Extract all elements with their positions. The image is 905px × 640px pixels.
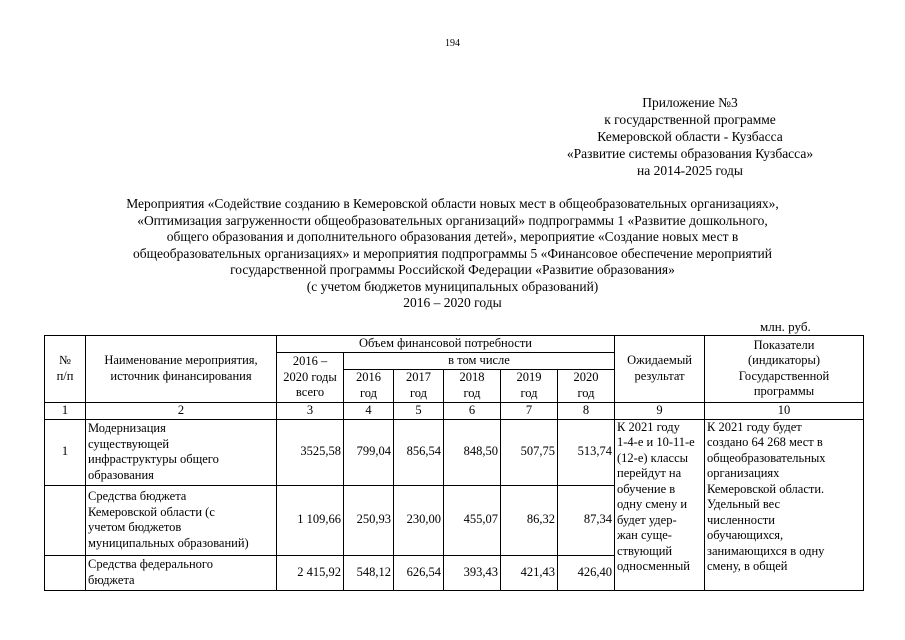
- row-name-line: образования: [88, 467, 154, 482]
- row-num: [45, 555, 86, 590]
- units-label: млн. руб.: [760, 319, 811, 334]
- header-indicators-line: Показатели: [753, 337, 815, 352]
- header-year-line: год: [577, 385, 595, 400]
- header-year: [444, 369, 501, 402]
- header-year-line: год: [463, 385, 481, 400]
- header-year-line: 2017: [406, 370, 431, 384]
- header-result: [615, 336, 705, 403]
- title-line: государственной программы Российской Федерации «Развитие образования»: [230, 262, 675, 277]
- value-total: 3525,58: [277, 419, 344, 485]
- column-number: 8: [558, 402, 615, 419]
- value-2020: 513,74: [558, 419, 615, 485]
- result-line: одну смену и: [617, 497, 688, 511]
- header-num-line: п/п: [56, 368, 74, 383]
- row-name: [86, 419, 277, 485]
- value-2018: 848,50: [444, 419, 501, 485]
- row-name-line: учетом бюджетов: [88, 520, 182, 534]
- result-line: односменный: [617, 559, 690, 573]
- header-year-line: 2018: [459, 370, 485, 384]
- value-2018: 393,43: [444, 555, 501, 590]
- header-total-line: всего: [295, 385, 325, 399]
- header-volume: Объем финансовой потребности: [277, 336, 615, 353]
- result-line: ствующий: [617, 543, 673, 558]
- header-num-line: №: [59, 353, 71, 368]
- program-indicators: [705, 419, 864, 590]
- document-title: [70, 196, 835, 312]
- value-2017: 230,00: [394, 485, 444, 555]
- header-year: [558, 369, 615, 402]
- column-number: 4: [344, 402, 394, 419]
- header-name-line: Наименование мероприятия,: [104, 353, 258, 368]
- row-num: 1: [45, 419, 86, 485]
- column-number: 1: [45, 402, 86, 419]
- value-2020: 87,34: [558, 485, 615, 555]
- row-name-line: бюджета: [88, 572, 135, 587]
- row-name-line: Средства федерального: [88, 557, 213, 571]
- header-num: [45, 336, 86, 403]
- result-line: (12-е) классы: [617, 450, 689, 465]
- indicator-line: смену, в общей: [707, 559, 788, 573]
- indicator-line: организациях: [707, 466, 780, 480]
- row-name-line: Средства бюджета: [88, 489, 187, 503]
- header-total: [277, 353, 344, 403]
- value-2019: 86,32: [501, 485, 558, 555]
- value-2016: 548,12: [344, 555, 394, 590]
- column-number: 10: [705, 402, 864, 419]
- title-line: 2016 – 2020 годы: [403, 295, 502, 310]
- value-total: 2 415,92: [277, 555, 344, 590]
- title-line: общего образования и дополнительного образования детей», мероприятие «Создание новых мест в: [166, 229, 739, 244]
- indicator-line: занимающихся в одну: [707, 543, 825, 558]
- header-indicators-line: (индикаторы): [747, 353, 821, 368]
- value-2020: 426,40: [558, 555, 615, 590]
- appendix-line: Приложение №3: [642, 95, 738, 110]
- header-total-line: 2016 –: [292, 354, 328, 368]
- title-line: «Оптимизация загруженности общеобразовательных организаций» подпрограммы 1 «Развитие дошкольного,: [137, 212, 768, 228]
- header-indicators-line: программы: [753, 384, 815, 399]
- appendix-line: к государственной программе: [604, 112, 776, 127]
- row-name: [86, 555, 277, 590]
- result-line: обучение в: [617, 481, 676, 496]
- indicator-line: численности: [707, 512, 775, 527]
- value-2019: 507,75: [501, 419, 558, 485]
- row-name: [86, 485, 277, 555]
- row-name-line: инфраструктуры общего: [88, 452, 219, 466]
- appendix-line: Кемеровской области - Кузбасса: [597, 129, 783, 144]
- result-line: 1-4-е и 10-11-е: [617, 435, 695, 449]
- row-name-line: муниципальных образований): [88, 535, 249, 550]
- header-row: [45, 336, 864, 353]
- table-row: [45, 419, 864, 485]
- title-line: (с учетом бюджетов муниципальных образований): [306, 278, 599, 294]
- column-number: 9: [615, 402, 705, 419]
- header-result-line: результат: [634, 368, 685, 383]
- indicator-line: К 2021 году будет: [707, 419, 802, 434]
- value-2016: 250,93: [344, 485, 394, 555]
- indicator-line: общеобразовательных: [707, 450, 826, 465]
- header-name-line: источник финансирования: [110, 368, 252, 383]
- page-number: 194: [445, 38, 460, 49]
- value-2017: 856,54: [394, 419, 444, 485]
- row-name-line: Модернизация: [88, 421, 166, 435]
- header-total-line: 2020 годы: [283, 369, 337, 384]
- header-indicators: [705, 336, 864, 403]
- value-2018: 455,07: [444, 485, 501, 555]
- indicator-line: Удельный вес: [707, 497, 781, 511]
- header-indicators-line: Государственной: [738, 368, 830, 383]
- financing-table: [44, 335, 864, 591]
- value-2016: 799,04: [344, 419, 394, 485]
- header-year: [394, 369, 444, 402]
- header-year-line: 2016: [356, 370, 381, 384]
- header-year-line: год: [359, 385, 378, 400]
- value-2019: 421,43: [501, 555, 558, 590]
- appendix-line: «Развитие системы образования Кузбасса»: [566, 146, 814, 161]
- column-number-row: [45, 402, 864, 419]
- row-name-line: Кемеровской области (с: [88, 504, 215, 519]
- value-2017: 626,54: [394, 555, 444, 590]
- result-line: перейдут на: [617, 466, 682, 480]
- result-line: К 2021 году: [617, 419, 680, 434]
- indicator-line: создано 64 268 мест в: [707, 435, 823, 449]
- header-year-line: год: [409, 385, 428, 400]
- row-num: [45, 485, 86, 555]
- header-result-line: Ожидаемый: [627, 353, 692, 368]
- column-number: 3: [277, 402, 344, 419]
- title-line: общеобразовательных организациях» и мероприятия подпрограммы 5 «Финансовое обеспечение мероприятий: [132, 245, 773, 261]
- value-total: 1 109,66: [277, 485, 344, 555]
- column-number: 6: [444, 402, 501, 419]
- expected-result: [615, 419, 705, 590]
- title-line: Мероприятия «Содействие созданию в Кемеровской области новых мест в общеобразовательных организациях»,: [126, 196, 779, 211]
- result-line: будет удер-: [617, 512, 677, 527]
- column-number: 5: [394, 402, 444, 419]
- row-name-line: существующей: [88, 436, 170, 451]
- column-number: 7: [501, 402, 558, 419]
- header-year-line: год: [520, 385, 538, 400]
- header-year-line: 2020: [573, 370, 599, 384]
- indicator-line: обучающихся,: [707, 528, 784, 542]
- column-number: 2: [86, 402, 277, 419]
- indicator-line: Кемеровской области.: [707, 481, 825, 496]
- header-including: в том числе: [344, 353, 615, 370]
- appendix-header: [545, 94, 835, 179]
- result-line: жан суще-: [617, 528, 672, 542]
- appendix-line: на 2014-2025 годы: [637, 163, 743, 178]
- header-name: [86, 336, 277, 403]
- header-year: [344, 369, 394, 402]
- header-year: [501, 369, 558, 402]
- header-year-line: 2019: [516, 370, 542, 384]
